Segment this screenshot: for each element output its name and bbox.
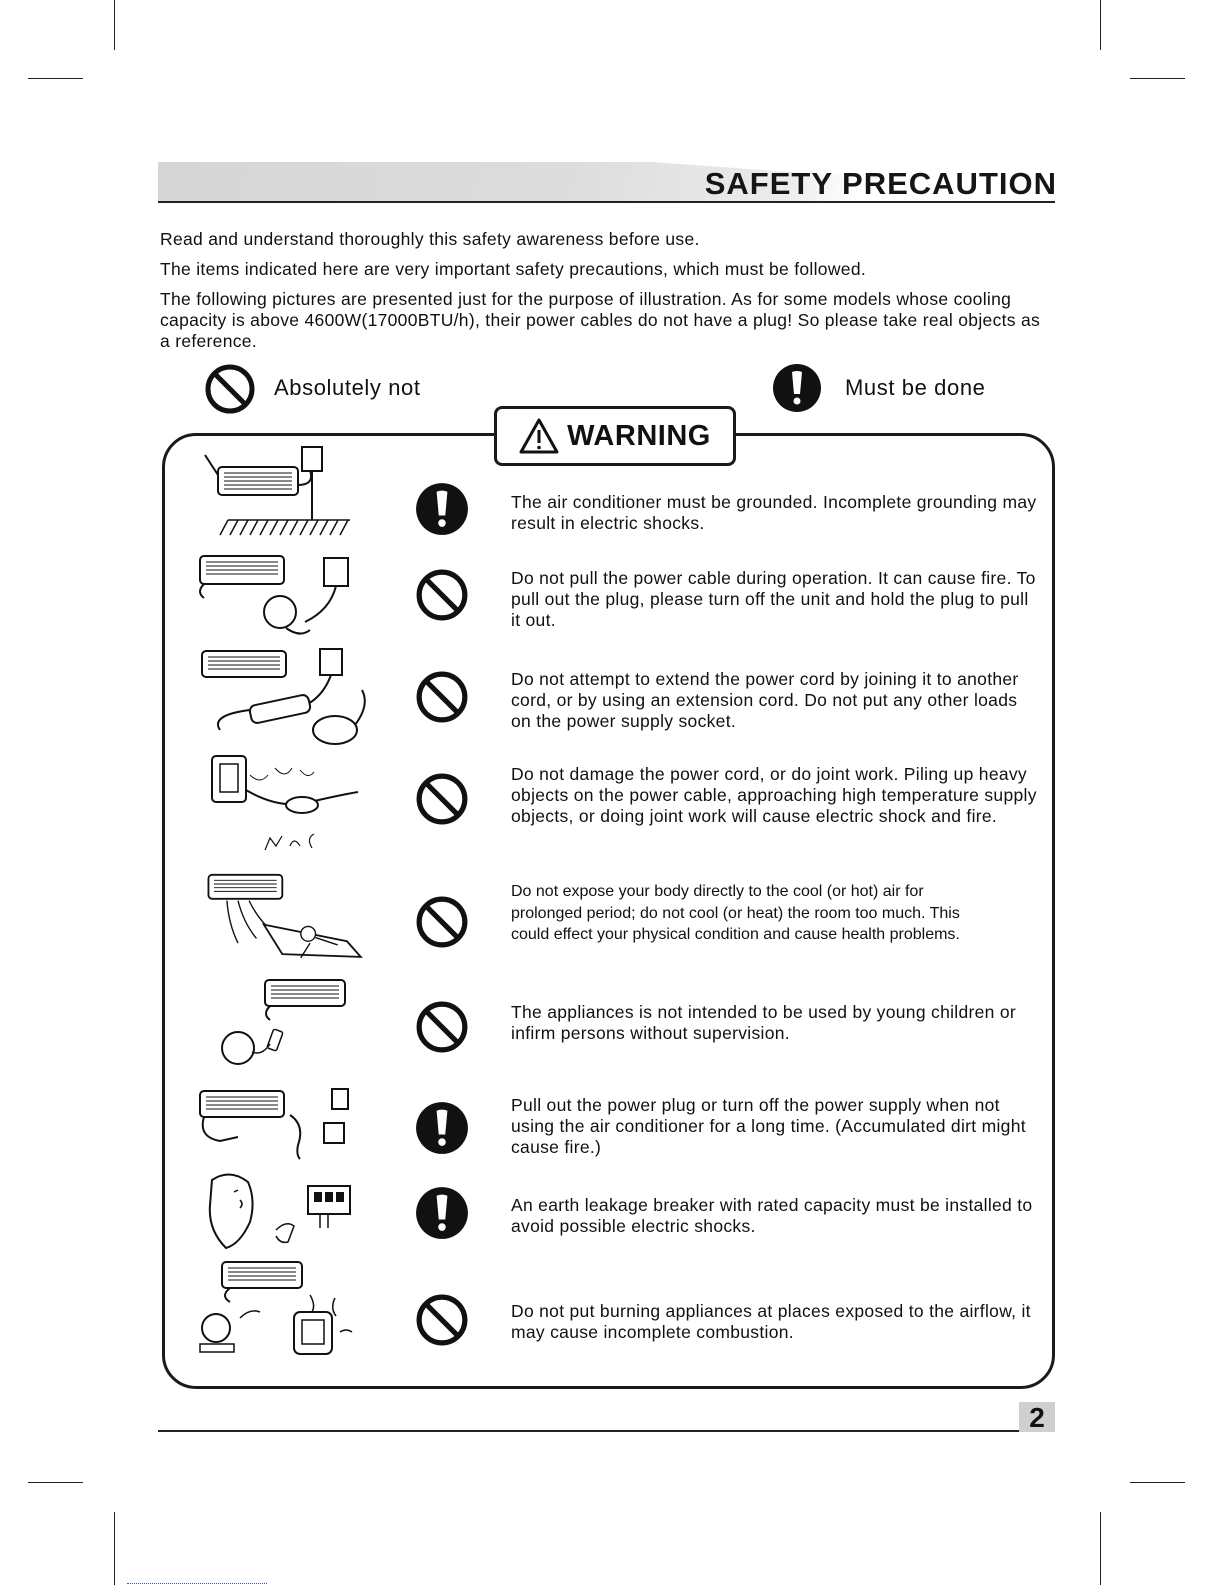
item-text: Do not attempt to extend the power cord by joining it to another cord, or by using an extension cord. Do not put any other loads on the power supply socket. (511, 669, 1019, 731)
airflow-exposure-illustration (190, 865, 370, 975)
warning-header (494, 406, 736, 466)
legend-mandatory-label: Must be done (845, 375, 986, 400)
mandatory-icon (772, 363, 822, 413)
warning-triangle-icon (519, 418, 559, 454)
crop-mark (28, 78, 83, 79)
warning-label: WARNING (567, 419, 711, 452)
crop-mark (28, 1482, 83, 1483)
crop-mark (114, 1512, 115, 1585)
page-number: 2 (1019, 1402, 1055, 1432)
item-text: Do not damage the power cord, or do joint work. Piling up heavy objects on the power cable, approaching high temperature supply objects, or doing joint work will cause electric shock and fire. (511, 764, 1037, 826)
crop-mark (1100, 1512, 1101, 1585)
crop-mark (1130, 1482, 1185, 1483)
crop-mark (1100, 0, 1101, 50)
crop-mark (1130, 78, 1185, 79)
prohibited-icon (415, 1293, 469, 1347)
item-text: The air conditioner must be grounded. Incomplete grounding may result in electric shocks. (511, 492, 1037, 533)
extension-cord-illustration (190, 645, 370, 750)
prohibited-icon (415, 1000, 469, 1054)
item-text: Pull out the power plug or turn off the power supply when not using the air conditioner for a long time. (Accumulated dirt might cause fire.) (511, 1095, 1026, 1157)
legend-prohibited-label: Absolutely not (274, 375, 421, 400)
intro-line-3: The following pictures are presented just for the purpose of illustration. As for some models whose cooling capacity is above 4600W(17000BTU/h), their power cables do not have a plug! So please take real objects as a reference. (160, 289, 1041, 351)
mandatory-icon (415, 482, 469, 536)
prohibited-icon (415, 772, 469, 826)
item-text: Do not pull the power cable during operation. It can cause fire. To pull out the plug, please turn off the unit and hold the plug to pull it out. (511, 568, 1036, 630)
prohibited-icon (204, 363, 256, 415)
mandatory-icon (415, 1101, 469, 1155)
intro-line-1: Read and understand thoroughly this safety awareness before use. (160, 229, 700, 249)
prohibited-icon (415, 895, 469, 949)
page-title: SAFETY PRECAUTION (704, 166, 1057, 201)
child-remote-illustration (190, 978, 370, 1073)
breaker-illustration (190, 1170, 370, 1255)
footer-rule (158, 1430, 1055, 1432)
crop-mark (114, 0, 115, 50)
unplug-illustration (190, 1085, 370, 1165)
mandatory-icon (415, 1186, 469, 1240)
pull-cable-illustration (190, 550, 370, 645)
intro-line-2: The items indicated here are very important safety precautions, which must be followed. (160, 259, 867, 279)
item-text: Do not put burning appliances at places exposed to the airflow, it may cause incomplete combustion. (511, 1301, 1031, 1342)
item-text: The appliances is not intended to be used by young children or infirm persons without supervision. (511, 1002, 1017, 1043)
grounding-illustration (190, 445, 370, 555)
burning-appliance-illustration (190, 1260, 370, 1360)
prohibited-icon (415, 568, 469, 622)
item-text: Do not expose your body directly to the cool (or hot) air for prolonged period; do not cool (or heat) the room too much. This could effect your physical condition and cause health problems. (511, 883, 960, 943)
prohibited-icon (415, 670, 469, 724)
item-text: An earth leakage breaker with rated capacity must be installed to avoid possible electric shocks. (511, 1195, 1033, 1236)
damaged-cord-illustration (190, 750, 370, 860)
